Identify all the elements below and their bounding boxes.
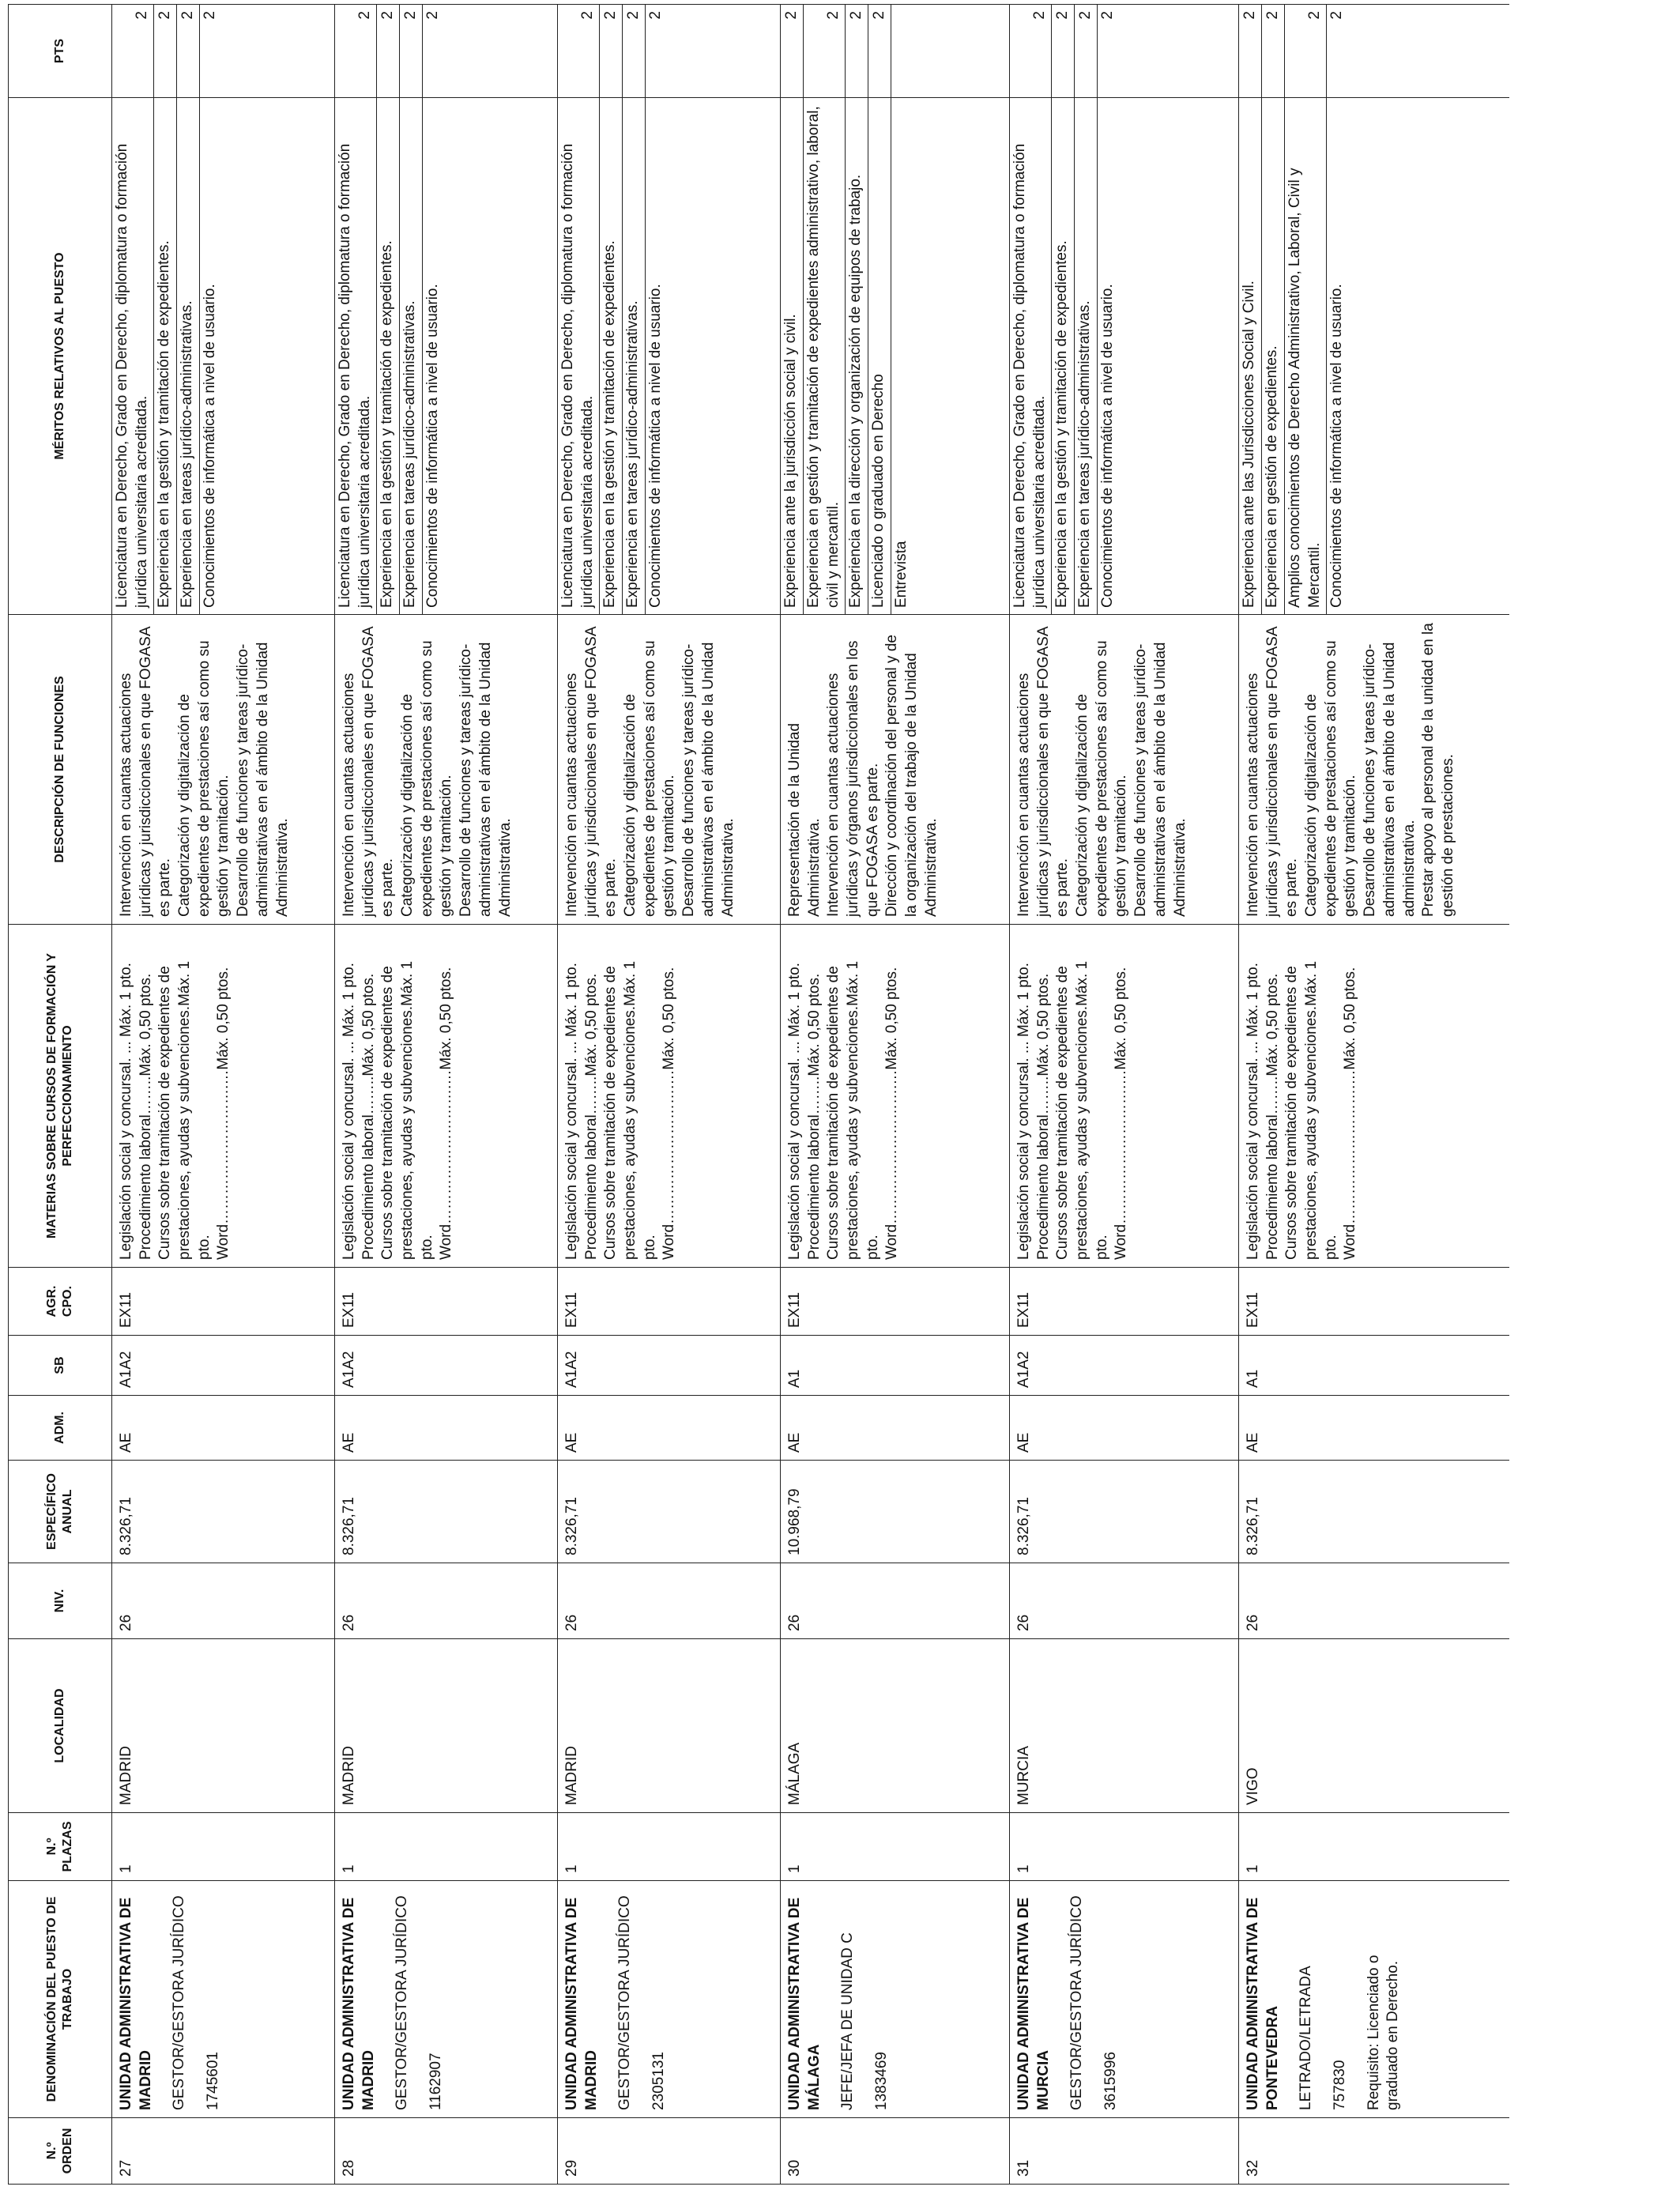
cell-nivel <box>1010 1563 1239 1639</box>
header-pts: PTS <box>9 5 112 98</box>
cell-materias <box>112 925 335 1268</box>
cell-adm <box>558 1396 781 1461</box>
sb-value: A1A2 <box>563 1351 580 1388</box>
especifico-value: 8.326,71 <box>341 1497 357 1555</box>
unit-name: UNIDAD ADMINISTRATIVA DE MADRID <box>563 1897 600 2110</box>
merit-item: Experiencia en la gestión y tramitación de expedientes. <box>154 98 177 614</box>
merit-item: Conocimientos de informática a nivel de usuario. <box>202 284 218 608</box>
merits-list <box>781 98 913 614</box>
funcion-item: Desarrollo de funciones y tareas jurídico-administrativas en el ámbito de la Unidad Administrativa. <box>458 642 514 917</box>
points-list <box>1010 5 1119 97</box>
localidad-value: MADRID <box>118 1746 134 1805</box>
cell-adm <box>112 1396 335 1461</box>
cell-nivel <box>781 1563 1010 1639</box>
merit-points: 2 <box>804 5 846 97</box>
cell-meritos <box>1010 98 1239 615</box>
merit-points: 2 <box>868 5 891 97</box>
funcion-item: Categorización y digitalización de expedientes de prestaciones así como su gestión y tramitación. <box>622 640 678 917</box>
materia-item: Word……………………….…Máx. 0,50 ptos. <box>883 967 901 1260</box>
cell-agr <box>1010 1268 1239 1336</box>
adm-value: AE <box>341 1432 357 1453</box>
cell-materias <box>558 925 781 1268</box>
localidad-value: MADRID <box>563 1746 580 1805</box>
points-list <box>112 5 221 97</box>
cell-pts <box>112 5 335 98</box>
merit-item: Experiencia en tareas jurídico-administrativas. <box>623 98 646 614</box>
cell-funciones <box>112 615 335 925</box>
plazas-value: 1 <box>118 1864 134 1873</box>
cell-nivel <box>1239 1563 1509 1639</box>
merit-item: Conocimientos de informática a nivel de usuario. <box>1099 284 1116 608</box>
cell-denominacion <box>1239 1881 1509 2118</box>
merit-item: Experiencia ante la jurisdicción social y civil. <box>781 98 804 614</box>
especifico-value: 8.326,71 <box>1245 1497 1261 1555</box>
cell-denominacion <box>1010 1881 1239 2118</box>
points-list <box>1239 5 1348 97</box>
cell-orden <box>112 2118 335 2185</box>
cell-pts <box>1010 5 1239 98</box>
cell-funciones <box>335 615 558 925</box>
cell-nivel <box>558 1563 781 1639</box>
merit-item: Experiencia en la gestión y tramitación de expedientes. <box>377 98 400 614</box>
merit-item: Licenciatura en Derecho, Grado en Derecho, diplomatura o formación jurídica universitaria acreditada. <box>112 98 154 614</box>
cell-materias <box>335 925 558 1268</box>
materia-item: Word……………………….…Máx. 0,50 ptos. <box>661 967 678 1260</box>
cell-materias <box>781 925 1010 1268</box>
materia-item: Legislación social y concursal. ... Máx. 1 pto. <box>563 963 580 1260</box>
header-localidad: LOCALIDAD <box>9 1639 112 1813</box>
sb-value: A1A2 <box>341 1351 357 1388</box>
cell-especifico <box>1010 1461 1239 1563</box>
table-body <box>112 5 1509 2185</box>
cell-meritos <box>1239 98 1509 615</box>
sb-value: A1 <box>786 1369 803 1388</box>
funcion-item: Intervención en cuantas actuaciones jurídicas y jurisdiccionales en que FOGASA es parte. <box>1245 627 1301 917</box>
cell-agr <box>335 1268 558 1336</box>
materia-item: Cursos sobre tramitación de expedientes de prestaciones, ayudas y subvenciones.Máx. 1 pto. <box>156 960 213 1260</box>
merits-list <box>1239 98 1348 614</box>
cell-localidad <box>1239 1639 1509 1813</box>
header-funciones: DESCRIPCIÓN DE FUNCIONES <box>9 615 112 925</box>
funcion-item: Desarrollo de funciones y tareas jurídico-administrativas en el ámbito de la Unidad Administrativa. <box>1132 642 1188 917</box>
merit-item: Experiencia en tareas jurídico-administrativas. <box>1075 98 1098 614</box>
funcion-item: Categorización y digitalización de expedientes de prestaciones así como su gestión y tramitación. <box>399 640 455 917</box>
cell-orden <box>1239 2118 1509 2185</box>
merit-points: 2 <box>647 11 665 20</box>
merit-points: 2 <box>1285 5 1327 97</box>
sb-value: A1 <box>1245 1369 1261 1388</box>
funcion-item: Categorización y digitalización de expedientes de prestaciones así como su gestión y tramitación. <box>1303 640 1359 917</box>
header-especifico: ESPECÍFICO ANUAL <box>9 1461 112 1563</box>
cell-adm <box>781 1396 1010 1461</box>
agr-value: EX11 <box>563 1291 580 1328</box>
especifico-value: 8.326,71 <box>1015 1497 1032 1555</box>
merit-points: 2 <box>1099 11 1117 20</box>
header-materias: MATERIAS SOBRE CURSOS DE FORMACIÓN Y PERFECCIONAMIENTO <box>9 925 112 1268</box>
unit-name: UNIDAD ADMINISTRATIVA DE MADRID <box>341 1897 377 2110</box>
cell-sb <box>112 1336 335 1396</box>
position-code: 1745601 <box>205 2052 222 2110</box>
materia-item: Procedimiento laboral……..Máx. 0,50 ptos. <box>1034 973 1052 1260</box>
adm-value: AE <box>1015 1432 1032 1453</box>
funcion-item: Intervención en cuantas actuaciones jurídicas y órganos jurisdiccionales en los que FOGASA es parte. <box>825 640 881 917</box>
merit-item: Experiencia en gestión de expedientes. <box>1262 98 1285 614</box>
orden-value: 32 <box>1245 2159 1261 2177</box>
cell-especifico <box>335 1461 558 1563</box>
materia-item: Cursos sobre tramitación de expedientes de prestaciones, ayudas y subvenciones.Máx. 1 pto. <box>602 960 658 1260</box>
materia-item: Word……………………….…Máx. 0,50 ptos. <box>215 967 232 1260</box>
funcion-item: Intervención en cuantas actuaciones jurídicas y jurisdiccionales en que FOGASA es parte. <box>341 627 397 917</box>
cell-plazas <box>335 1813 558 1881</box>
positions-table <box>8 4 1509 2185</box>
materia-item: Cursos sobre tramitación de expedientes de prestaciones, ayudas y subvenciones.Máx. 1 pto. <box>1283 960 1339 1260</box>
adm-value: AE <box>786 1432 803 1453</box>
materia-item: Legislación social y concursal. ... Máx. 1 pto. <box>341 963 357 1260</box>
merit-points: 2 <box>1262 5 1285 97</box>
cell-adm <box>1239 1396 1509 1461</box>
header-adm: ADM. <box>9 1396 112 1461</box>
adm-value: AE <box>1245 1432 1261 1453</box>
points-list <box>335 5 444 97</box>
position-code: 1383469 <box>873 2052 891 2110</box>
cell-denominacion <box>781 1881 1010 2118</box>
table-row <box>112 5 335 2185</box>
merit-item: Experiencia en tareas jurídico-administrativas. <box>177 98 200 614</box>
cell-pts <box>781 5 1010 98</box>
merit-points: 2 <box>177 5 200 97</box>
merit-item: Conocimientos de informática a nivel de usuario. <box>424 284 441 608</box>
agr-value: EX11 <box>118 1291 134 1328</box>
merit-points: 2 <box>781 5 804 97</box>
funcion-item: Intervención en cuantas actuaciones jurídicas y jurisdiccionales en que FOGASA es parte. <box>1015 627 1072 917</box>
cell-meritos <box>558 98 781 615</box>
header-denominacion: DENOMINACIÓN DEL PUESTO DE TRABAJO <box>9 1881 112 2118</box>
nivel-value: 26 <box>786 1614 803 1631</box>
header-sb: SB <box>9 1336 112 1396</box>
table-row <box>1010 5 1239 2185</box>
unit-name: UNIDAD ADMINISTRATIVA DE MADRID <box>118 1897 154 2110</box>
cell-denominacion <box>112 1881 335 2118</box>
cell-plazas <box>1239 1813 1509 1881</box>
merit-points: 2 <box>558 5 600 97</box>
orden-value: 28 <box>341 2159 357 2177</box>
localidad-value: MADRID <box>341 1746 357 1805</box>
plazas-value: 1 <box>563 1864 580 1873</box>
materia-item: Legislación social y concursal. ... Máx. 1 pto. <box>118 963 134 1260</box>
materia-item: Legislación social y concursal. ... Máx. 1 pto. <box>786 963 803 1260</box>
materia-item: Cursos sobre tramitación de expedientes de prestaciones, ayudas y subvenciones.Máx. 1 pto. <box>379 960 435 1260</box>
merit-points: 2 <box>424 11 442 20</box>
materia-item: Cursos sobre tramitación de expedientes de prestaciones, ayudas y subvenciones.Máx. 1 pto. <box>825 960 881 1260</box>
merit-item: Amplios conocimientos de Derecho Administrativo, Laboral, Civil y Mercantil. <box>1285 98 1327 614</box>
cell-plazas <box>112 1813 335 1881</box>
localidad-value: MÁLAGA <box>786 1742 803 1805</box>
especifico-value: 10.968,79 <box>786 1488 803 1555</box>
agr-value: EX11 <box>1245 1291 1261 1328</box>
nivel-value: 26 <box>1015 1614 1032 1631</box>
header-plazas: N.º PLAZAS <box>9 1813 112 1881</box>
nivel-value: 26 <box>1245 1614 1261 1631</box>
orden-value: 29 <box>563 2159 580 2177</box>
plazas-value: 1 <box>341 1864 357 1873</box>
table-row <box>781 5 1010 2185</box>
orden-value: 30 <box>786 2159 803 2177</box>
funcion-item: Categorización y digitalización de expedientes de prestaciones así como su gestión y tramitación. <box>1074 640 1130 917</box>
cell-adm <box>335 1396 558 1461</box>
materia-item: Cursos sobre tramitación de expedientes de prestaciones, ayudas y subvenciones.Máx. 1 pto. <box>1054 960 1110 1260</box>
cell-localidad <box>781 1639 1010 1813</box>
agr-value: EX11 <box>786 1291 803 1328</box>
cell-funciones <box>1010 615 1239 925</box>
funcion-item: Categorización y digitalización de expedientes de prestaciones así como su gestión y tramitación. <box>176 640 232 917</box>
cell-nivel <box>335 1563 558 1639</box>
merits-list <box>1010 98 1119 614</box>
merit-points: 2 <box>1328 11 1346 20</box>
merit-item: Experiencia en tareas jurídico-administrativas. <box>400 98 423 614</box>
cell-plazas <box>558 1813 781 1881</box>
position-name: GESTOR/GESTORA JURÍDICO <box>394 1895 411 2110</box>
merit-points: 2 <box>377 5 400 97</box>
merit-points: 2 <box>846 5 868 97</box>
points-list <box>558 5 667 97</box>
merit-item: Licenciado o graduado en Derecho <box>868 98 891 614</box>
cell-orden <box>1010 2118 1239 2185</box>
cell-agr <box>558 1268 781 1336</box>
position-name: LETRADO/LETRADA <box>1298 1966 1315 2110</box>
orden-value: 27 <box>118 2159 134 2177</box>
localidad-value: VIGO <box>1245 1767 1261 1805</box>
merit-points <box>891 5 913 97</box>
merit-item: Licenciatura en Derecho, Grado en Derecho, diplomatura o formación jurídica universitaria acreditada. <box>335 98 377 614</box>
cell-sb <box>558 1336 781 1396</box>
merit-points: 2 <box>600 5 623 97</box>
merits-list <box>558 98 667 614</box>
cell-especifico <box>558 1461 781 1563</box>
merit-item: Experiencia en gestión y tramitación de expedientes administrativo, laboral, civil y mercantil. <box>804 98 846 614</box>
merit-points: 2 <box>335 5 377 97</box>
funcion-item: Prestar apoyo al personal de la unidad en la gestión de prestaciones. <box>1420 623 1456 917</box>
nivel-value: 26 <box>341 1614 357 1631</box>
merit-points: 2 <box>1052 5 1075 97</box>
plazas-value: 1 <box>1015 1864 1032 1873</box>
header-orden: N.º ORDEN <box>9 2118 112 2185</box>
merit-points: 2 <box>400 5 423 97</box>
position-name: GESTOR/GESTORA JURÍDICO <box>616 1895 634 2110</box>
merit-item: Experiencia en la gestión y tramitación de expedientes. <box>1052 98 1075 614</box>
sb-value: A1A2 <box>1015 1351 1032 1388</box>
adm-value: AE <box>118 1432 134 1453</box>
cell-agr <box>1239 1268 1509 1336</box>
cell-materias <box>1239 925 1509 1268</box>
position-name: GESTOR/GESTORA JURÍDICO <box>1068 1895 1086 2110</box>
localidad-value: MURCIA <box>1015 1746 1032 1805</box>
merit-item: Licenciatura en Derecho, Grado en Derecho, diplomatura o formación jurídica universitaria acreditada. <box>558 98 600 614</box>
funcion-item: Dirección y coordinación del personal y de la organización del trabajo de la Unidad Administrativa. <box>883 635 940 917</box>
merit-points: 2 <box>623 5 646 97</box>
cell-pts <box>1239 5 1509 98</box>
cell-sb <box>1010 1336 1239 1396</box>
position-code: 2305131 <box>650 2052 668 2110</box>
table-row <box>1239 5 1509 2185</box>
cell-orden <box>558 2118 781 2185</box>
materia-item: Procedimiento laboral……..Máx. 0,50 ptos. <box>360 973 377 1260</box>
cell-denominacion <box>335 1881 558 2118</box>
orden-value: 31 <box>1015 2159 1032 2177</box>
header-agr: AGR. CPO. <box>9 1268 112 1336</box>
header-nivel: NIV. <box>9 1563 112 1639</box>
materia-item: Legislación social y concursal. ... Máx. 1 pto. <box>1015 963 1032 1260</box>
funcion-item: Desarrollo de funciones y tareas jurídico-administrativas en el ámbito de la Unidad Administrativa. <box>235 642 291 917</box>
table-row <box>335 5 558 2185</box>
cell-agr <box>781 1268 1010 1336</box>
cell-meritos <box>781 98 1010 615</box>
plazas-value: 1 <box>1245 1864 1261 1873</box>
merits-list <box>112 98 221 614</box>
merit-points: 2 <box>1075 5 1098 97</box>
cell-funciones <box>1239 615 1509 925</box>
merit-points: 2 <box>202 11 219 20</box>
merit-item: Licenciatura en Derecho, Grado en Derecho, diplomatura o formación jurídica universitaria acreditada. <box>1010 98 1052 614</box>
cell-localidad <box>335 1639 558 1813</box>
merit-item: Conocimientos de informática a nivel de usuario. <box>1328 284 1345 608</box>
funcion-item: Intervención en cuantas actuaciones jurídicas y jurisdiccionales en que FOGASA es parte. <box>563 627 620 917</box>
cell-especifico <box>1239 1461 1509 1563</box>
cell-plazas <box>1010 1813 1239 1881</box>
position-name: GESTOR/GESTORA JURÍDICO <box>171 1895 188 2110</box>
materia-item: Procedimiento laboral……..Máx. 0,50 ptos. <box>137 973 154 1260</box>
header-meritos: MÉRITOS RELATIVOS AL PUESTO <box>9 98 112 615</box>
cell-pts <box>335 5 558 98</box>
position-code: 1162907 <box>428 2053 445 2110</box>
funcion-item: Desarrollo de funciones y tareas jurídico-administrativas en el ámbito de la Unidad administrativa. <box>1362 642 1418 917</box>
position-name: JEFE/JEFA DE UNIDAD C <box>839 1932 857 2110</box>
cell-localidad <box>558 1639 781 1813</box>
unit-name: UNIDAD ADMINISTRATIVA DE PONTEVEDRA <box>1245 1897 1281 2110</box>
cell-especifico <box>781 1461 1010 1563</box>
merit-item: Experiencia ante las Jurisdicciones Social y Civil. <box>1239 98 1262 614</box>
cell-orden <box>781 2118 1010 2185</box>
merit-points: 2 <box>112 5 154 97</box>
funcion-item: Intervención en cuantas actuaciones jurídicas y jurisdiccionales en que FOGASA es parte. <box>118 627 174 917</box>
cell-sb <box>781 1336 1010 1396</box>
sb-value: A1A2 <box>118 1351 134 1388</box>
cell-sb <box>335 1336 558 1396</box>
materia-item: Word……………………….…Máx. 0,50 ptos. <box>1113 967 1130 1260</box>
cell-localidad <box>1010 1639 1239 1813</box>
merit-item: Entrevista <box>893 541 910 608</box>
materia-item: Procedimiento laboral……..Máx. 0,50 ptos. <box>582 973 600 1260</box>
especifico-value: 8.326,71 <box>563 1497 580 1555</box>
agr-value: EX11 <box>341 1291 357 1328</box>
materia-item: Procedimiento laboral……..Máx. 0,50 ptos. <box>1264 973 1281 1260</box>
materia-item: Legislación social y concursal. ... Máx. 1 pto. <box>1245 963 1261 1260</box>
cell-orden <box>335 2118 558 2185</box>
cell-funciones <box>558 615 781 925</box>
header-row <box>9 5 112 2185</box>
merit-points: 2 <box>1239 5 1262 97</box>
agr-value: EX11 <box>1015 1291 1032 1328</box>
position-code: 3615996 <box>1102 2052 1120 2110</box>
points-list <box>781 5 913 97</box>
cell-agr <box>112 1268 335 1336</box>
merit-item: Conocimientos de informática a nivel de usuario. <box>647 284 664 608</box>
funcion-item: Desarrollo de funciones y tareas jurídico-administrativas en el ámbito de la Unidad Administrativa. <box>680 642 736 917</box>
requirement-note: Requisito: Licenciado o graduado en Derecho. <box>1365 1955 1402 2110</box>
nivel-value: 26 <box>118 1614 134 1631</box>
cell-nivel <box>112 1563 335 1639</box>
materia-item: Procedimiento laboral……..Máx. 0,50 ptos. <box>805 973 823 1260</box>
cell-localidad <box>112 1639 335 1813</box>
cell-adm <box>1010 1396 1239 1461</box>
merits-list <box>335 98 444 614</box>
cell-denominacion <box>558 1881 781 2118</box>
cell-sb <box>1239 1336 1509 1396</box>
cell-meritos <box>112 98 335 615</box>
cell-funciones <box>781 615 1010 925</box>
unit-name: UNIDAD ADMINISTRATIVA DE MÁLAGA <box>786 1897 823 2110</box>
cell-pts <box>558 5 781 98</box>
funcion-item: Representación de la Unidad Administrativa. <box>786 722 823 917</box>
merit-points: 2 <box>154 5 177 97</box>
materia-item: Word……………………….…Máx. 0,50 ptos. <box>438 967 455 1260</box>
merit-points: 2 <box>1010 5 1052 97</box>
position-code: 757830 <box>1332 2060 1349 2110</box>
materia-item: Word……………………….…Máx. 0,50 ptos. <box>1342 967 1359 1260</box>
unit-name: UNIDAD ADMINISTRATIVA DE MURCIA <box>1015 1897 1052 2110</box>
cell-especifico <box>112 1461 335 1563</box>
cell-plazas <box>781 1813 1010 1881</box>
adm-value: AE <box>563 1432 580 1453</box>
plazas-value: 1 <box>786 1864 803 1873</box>
merit-item: Experiencia en la gestión y tramitación de expedientes. <box>600 98 623 614</box>
merit-item: Experiencia en la dirección y organización de equipos de trabajo. <box>846 98 868 614</box>
cell-materias <box>1010 925 1239 1268</box>
table-row <box>558 5 781 2185</box>
especifico-value: 8.326,71 <box>118 1497 134 1555</box>
nivel-value: 26 <box>563 1614 580 1631</box>
cell-meritos <box>335 98 558 615</box>
